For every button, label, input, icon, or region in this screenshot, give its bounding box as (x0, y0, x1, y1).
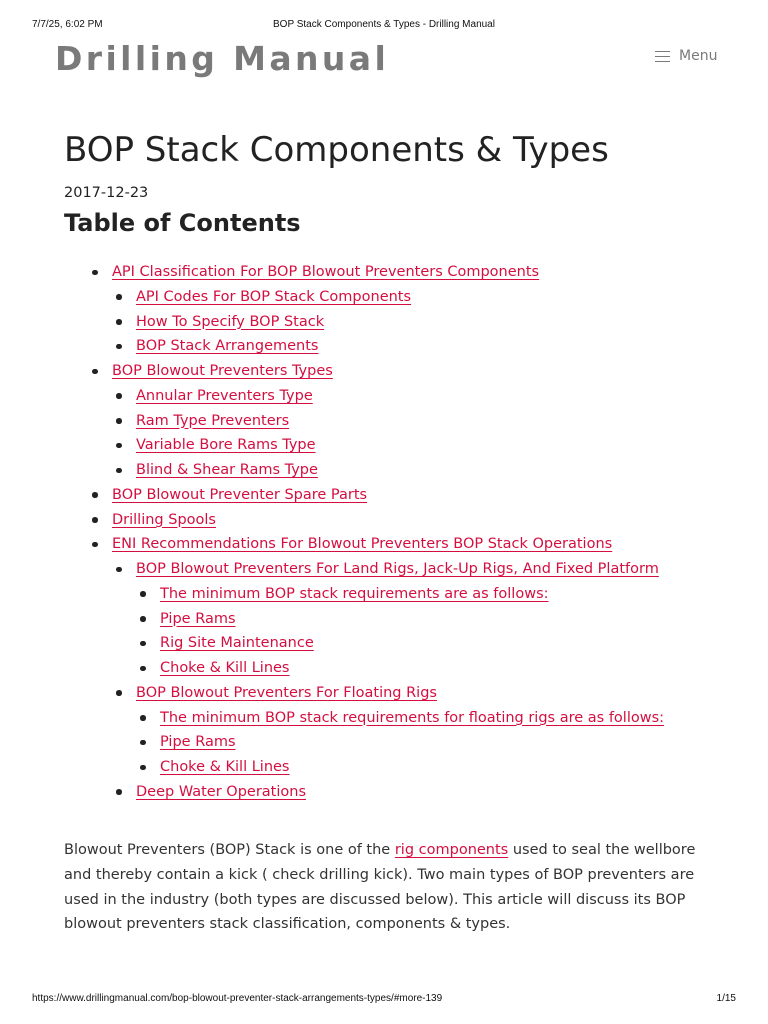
toc-item (0, 607, 768, 632)
toc-link[interactable]: Ram Type Preventers (136, 412, 290, 429)
bullet-icon (140, 666, 146, 672)
print-page-number: 1/15 (716, 993, 736, 1004)
bullet-icon (92, 492, 98, 498)
toc-link[interactable]: Choke & Kill Lines (160, 660, 290, 676)
toc-link[interactable]: Blind & Shear Rams Type (136, 462, 318, 478)
toc-item (0, 706, 768, 731)
bullet-icon (116, 789, 122, 795)
intro-text: Blowout Preventers (BOP) Stack is one of the (64, 842, 395, 858)
bullet-icon (140, 641, 146, 647)
toc-link[interactable]: BOP Blowout Preventers For Land Rigs, Jack-Up Rigs, And Fixed Platform (136, 561, 659, 577)
bullet-icon (116, 393, 122, 399)
toc-item (0, 433, 768, 458)
toc-link[interactable]: The minimum BOP stack requirements are as follows: (160, 585, 549, 602)
bullet-icon (92, 270, 98, 276)
toc-link[interactable]: BOP Blowout Preventers For Floating Rigs (136, 684, 437, 701)
toc-item (0, 384, 768, 409)
toc-item (0, 631, 768, 656)
bullet-icon (116, 443, 122, 449)
toc-item (0, 557, 768, 582)
intro-line: and thereby contain a kick ( check drilling kick). Two main types of BOP preventers are (64, 866, 695, 883)
toc-item (0, 730, 768, 755)
toc-item (0, 681, 768, 706)
bullet-icon (140, 765, 146, 771)
toc-link[interactable]: Drilling Spools (112, 511, 216, 528)
menu-label: Menu (679, 48, 718, 64)
bullet-icon (116, 418, 122, 424)
intro-line (64, 838, 714, 863)
bullet-icon (92, 369, 98, 375)
print-datetime: 7/7/25, 6:02 PM (32, 19, 103, 30)
toc-heading: Table of Contents (64, 209, 301, 237)
print-page-title: BOP Stack Components & Types - Drilling Manual (273, 19, 495, 30)
toc-item (0, 532, 768, 557)
toc-link[interactable]: Choke & Kill Lines (160, 759, 290, 775)
toc-link[interactable]: Pipe Rams (160, 610, 236, 627)
toc-link[interactable]: Variable Bore Rams Type (136, 437, 316, 454)
toc-item (0, 582, 768, 607)
bullet-icon (116, 344, 122, 350)
toc-link[interactable]: Rig Site Maintenance (160, 635, 314, 652)
toc-item (0, 285, 768, 310)
bullet-icon (140, 740, 146, 746)
toc-item (0, 334, 768, 359)
toc-item (0, 409, 768, 434)
toc-link[interactable]: BOP Blowout Preventer Spare Parts (112, 486, 368, 503)
bullet-icon (116, 319, 122, 325)
bullet-icon (140, 591, 146, 597)
toc-link[interactable]: API Classification For BOP Blowout Preventers Components (112, 264, 540, 280)
toc-link[interactable]: Deep Water Operations (136, 783, 307, 800)
toc-item (0, 755, 768, 780)
intro-line: used in the industry (both types are discussed below). This article will discuss its BOP (64, 891, 686, 908)
bullet-icon (140, 715, 146, 721)
toc-link[interactable]: How To Specify BOP Stack (136, 313, 325, 330)
menu-button[interactable] (655, 45, 717, 67)
print-header (32, 19, 736, 33)
toc-item (0, 780, 768, 805)
toc-list (0, 260, 768, 805)
toc-item (0, 483, 768, 508)
toc-item (0, 260, 768, 285)
post-date: 2017-12-23 (64, 185, 149, 201)
toc-item (0, 310, 768, 335)
page-title: BOP Stack Components & Types (64, 130, 609, 170)
bullet-icon (116, 567, 122, 573)
intro-line: blowout preventers stack classification, components & types. (64, 916, 511, 933)
site-logo[interactable]: Drilling Manual (55, 39, 390, 78)
toc-link[interactable]: Pipe Rams (160, 734, 236, 751)
intro-paragraph (64, 838, 714, 937)
toc-link[interactable]: Annular Preventers Type (136, 387, 313, 404)
toc-link[interactable]: ENI Recommendations For Blowout Preventers BOP Stack Operations (112, 536, 613, 553)
toc-item (0, 508, 768, 533)
table-of-contents (0, 260, 768, 805)
bullet-icon (116, 294, 122, 300)
print-url: https://www.drillingmanual.com/bop-blowout-preventer-stack-arrangements-types/#more-139 (32, 993, 443, 1004)
intro-text: used to seal the wellbore (508, 842, 696, 858)
bullet-icon (116, 690, 122, 696)
toc-link[interactable]: BOP Blowout Preventers Types (112, 363, 333, 379)
rig-components-link[interactable]: rig components (394, 842, 509, 858)
toc-item (0, 359, 768, 384)
bullet-icon (116, 468, 122, 474)
toc-link[interactable]: The minimum BOP stack requirements for floating rigs are as follows: (160, 709, 665, 726)
toc-link[interactable]: BOP Stack Arrangements (136, 338, 319, 355)
hamburger-icon (655, 51, 670, 62)
toc-link[interactable]: API Codes For BOP Stack Components (136, 288, 412, 305)
print-footer (32, 993, 736, 1007)
toc-item (0, 458, 768, 483)
bullet-icon (140, 616, 146, 622)
bullet-icon (92, 542, 98, 548)
toc-item (0, 656, 768, 681)
bullet-icon (92, 517, 98, 523)
